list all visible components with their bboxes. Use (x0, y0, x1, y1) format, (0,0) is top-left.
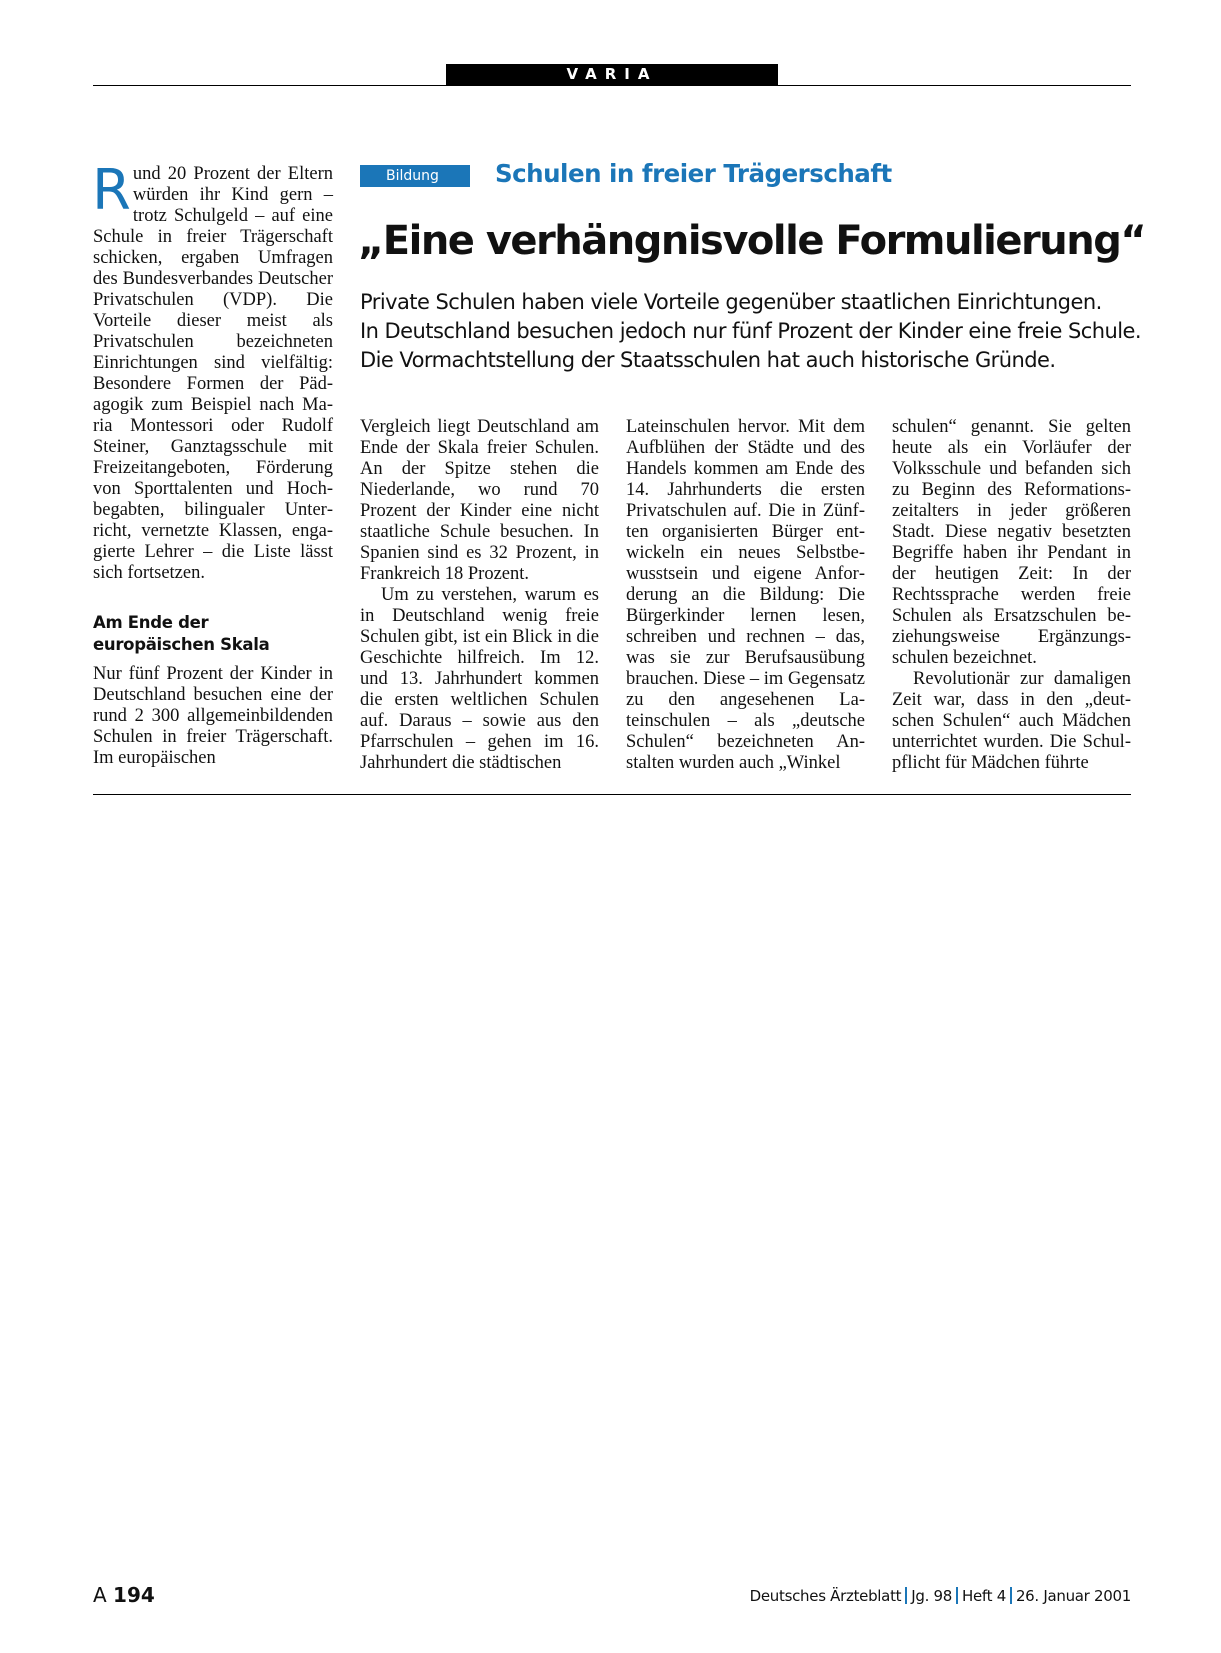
article-headline: „Eine verhängnisvolle Formulierung“ (358, 218, 1146, 264)
article-column-2 (360, 417, 599, 774)
bottom-rule (93, 794, 1131, 795)
intro-paragraph (92, 158, 333, 584)
lead-line: In Deutschland besuchen jedoch nur fünf Prozent der Kinder eine freie Schule. (360, 319, 1142, 343)
article-column-1 (92, 158, 333, 769)
page-prefix: A (93, 1583, 107, 1607)
separator (905, 1587, 907, 1604)
section-subheading: Am Ende der europäischen Skala (93, 613, 270, 654)
section-label: VARIA (446, 64, 778, 85)
drop-cap: R (92, 158, 131, 223)
article-column-4 (892, 417, 1131, 774)
journal-issue: Heft 4 (962, 1587, 1006, 1605)
paragraph: Um zu verstehen, warum es in Deutschland wenig freie Schulen gibt, ist ein Blick in die Geschichte hilfreich. Im 12. und 13. Jahrhundert kommen die ersten weltlichen Schulen auf. Daraus – sowie aus den Pfarrschulen – gehen im 16. Jahrhundert die städtischen (360, 585, 599, 773)
journal-name: Deutsches Ärzteblatt (749, 1587, 902, 1605)
paragraph: Lateinschulen hervor. Mit dem Aufblühen der Städte und des Handels kommen am Ende des 14. Jahrhunderts die ersten Privatschulen auf. Die in Zünften organisierten Bürger entwickeln ein neues Selbstbewusstsein und eigene Anforderung an die Bildung: Die Bürgerkinder lernen lesen, schreiben und rechnen – das, was sie zur Berufsausübung brauchen. Diese – im Gegensatz zu den angesehenen Lateinschulen – als „deutsche Schulen“ bezeichneten Anstalten wurden auch „Winkel (626, 417, 865, 773)
intro-text: und 20 Prozent der Eltern würden ihr Kind gern – trotz Schulgeld – auf eine Schule in freier Trägerschaft schicken, ergaben Umfragen des Bundesverbandes Deutscher Privatschulen (VDP). Die Vorteile dieser meist als Privatschulen bezeichneten Einrichtungen sind vielfältig: Besondere Formen der Pädagogik zum Beispiel nach Maria Montessori oder Rudolf Steiner, Ganztagsschule mit Freizeitangeboten, Förderung von Sporttalenten und Hochbegabten, bilingualer Unterricht, vernetzte Klassen, engagierte Lehrer – die Liste lässt sich fortsetzen. (93, 164, 333, 583)
lead-line: Private Schulen haben viele Vorteile gegenüber staatlichen Einrichtungen. (360, 290, 1102, 314)
top-rule (93, 85, 1131, 86)
paragraph: Nur fünf Prozent der Kinder in Deutschland besuchen eine der rund 2 300 allgemeinbildenden Schulen in freier Trägerschaft. Im europäischen (93, 664, 333, 768)
article-lead (360, 288, 1140, 375)
separator (1010, 1587, 1012, 1604)
page-number (93, 1582, 155, 1608)
paragraph: Vergleich liegt Deutschland am Ende der Skala freier Schulen. An der Spitze stehen die Niederlande, wo rund 70 Prozent der Kinder eine nicht staatliche Schule besuchen. In Spanien sind es 32 Prozent, in Frankreich 18 Prozent. (360, 417, 599, 584)
page-number-value: 194 (113, 1583, 155, 1607)
kicker-title: Schulen in freier Trägerschaft (495, 159, 892, 188)
kicker-label: Bildung (360, 165, 470, 187)
journal-volume: Jg. 98 (911, 1587, 953, 1605)
article-column-3 (626, 417, 865, 774)
journal-date: 26. Januar 2001 (1015, 1587, 1131, 1605)
lead-line: Die Vormachtstellung der Staatsschulen hat auch historische Gründe. (360, 348, 1056, 372)
separator (956, 1587, 958, 1604)
paragraph: Revolutionär zur damaligen Zeit war, dass in den „deutschen Schulen“ auch Mädchen unterrichtet wurden. Die Schulpflicht für Mädchen führte (892, 669, 1131, 773)
paragraph: schulen“ genannt. Sie gelten heute als ein Vorläufer der Volksschule und befanden sich zu Beginn des Reformationszeitalters in jeder größeren Stadt. Diese negativ besetzten Begriffe haben ihr Pendant in der heutigen Zeit: In der Rechtssprache werden freie Schulen als Ersatzschulen beziehungsweise Ergänzungsschulen bezeichnet. (892, 417, 1131, 668)
footer-citation (750, 1585, 1131, 1607)
